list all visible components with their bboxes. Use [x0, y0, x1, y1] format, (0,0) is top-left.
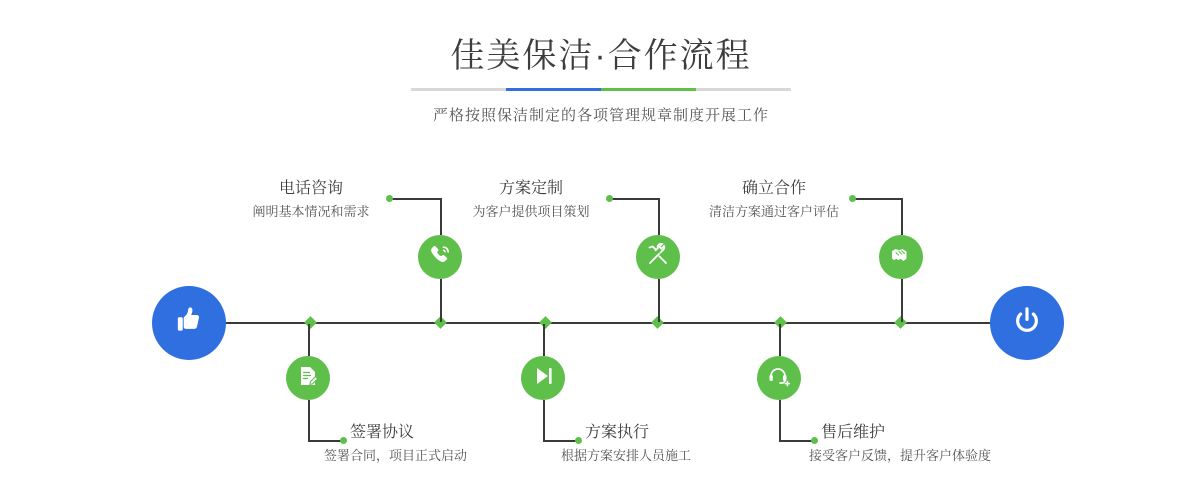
connector-h-5 — [855, 198, 903, 200]
phone-ring-icon — [428, 243, 452, 272]
step-title-1: 电话咨询 — [278, 180, 343, 197]
connector-h-4 — [543, 440, 579, 442]
page-subtitle: 严格按照保洁制定的各项管理规章制度开展工作 — [432, 107, 769, 124]
step-desc-1: 阐明基本情况和需求 — [252, 204, 370, 219]
step-icon-3 — [636, 235, 680, 279]
step-icon-1 — [418, 235, 462, 279]
step-label-2 — [324, 422, 468, 466]
connector-v-4 — [543, 400, 545, 440]
axis-marker-1 — [304, 316, 317, 329]
step-title-5: 确立合作 — [741, 180, 806, 197]
step-desc-4: 根据方案安排人员施工 — [561, 448, 692, 463]
connector-v-6 — [779, 400, 781, 440]
connector-v-5-top — [901, 198, 903, 235]
connector-v-2 — [308, 400, 310, 440]
flow-end-node — [990, 286, 1064, 360]
step-label-4 — [561, 422, 692, 466]
connector-v-6-top — [779, 324, 781, 356]
step-label-1 — [236, 178, 386, 222]
connector-h-3 — [612, 198, 660, 200]
page-title: 佳美保洁·合作流程 — [450, 37, 752, 75]
step-desc-2: 签署合同，项目正式启动 — [324, 448, 468, 463]
connector-dot-2 — [340, 437, 347, 444]
page-header — [0, 0, 1202, 125]
divider-segment-blue — [506, 88, 601, 91]
step-desc-3: 为客户提供项目策划 — [472, 204, 590, 219]
connector-v-1-top — [440, 198, 442, 235]
connector-dot-1 — [386, 195, 393, 202]
connector-v-4-top — [543, 324, 545, 356]
step-title-6: 售后维护 — [821, 424, 886, 441]
flow-start-node — [152, 286, 226, 360]
connector-h-2 — [308, 440, 344, 442]
play-step-icon — [531, 364, 555, 393]
step-icon-4 — [521, 356, 565, 400]
step-icon-6 — [757, 356, 801, 400]
step-label-6 — [809, 422, 992, 466]
step-desc-6: 接受客户反馈，提升客户体验度 — [809, 448, 992, 463]
step-title-4: 方案执行 — [585, 424, 650, 441]
connector-dot-5 — [849, 195, 856, 202]
divider-segment-green — [601, 88, 696, 91]
connector-dot-6 — [811, 437, 818, 444]
step-icon-5 — [879, 235, 923, 279]
process-flow-diagram — [0, 150, 1202, 502]
divider-segment-gray — [411, 88, 506, 91]
connector-v-3-top — [658, 198, 660, 235]
title-divider — [411, 88, 791, 91]
connector-dot-4 — [575, 437, 582, 444]
connector-h-6 — [779, 440, 815, 442]
connector-dot-3 — [606, 195, 613, 202]
connector-v-1 — [440, 279, 442, 322]
step-desc-5: 清洁方案通过客户评估 — [708, 204, 839, 219]
tools-icon — [646, 243, 670, 272]
power-icon — [1010, 304, 1044, 343]
handshake-icon — [889, 243, 913, 272]
axis-marker-3 — [539, 316, 552, 329]
connector-v-2-top — [308, 324, 310, 356]
thumbs-up-icon — [172, 304, 206, 343]
document-edit-icon — [296, 364, 320, 393]
step-title-3: 方案定制 — [498, 180, 563, 197]
connector-v-5 — [901, 279, 903, 322]
divider-segment-gray-right — [696, 88, 791, 91]
step-label-5 — [699, 178, 849, 222]
step-title-2: 签署协议 — [350, 424, 415, 441]
headset-add-icon — [767, 364, 791, 393]
connector-v-3 — [658, 279, 660, 322]
connector-h-1 — [392, 198, 442, 200]
step-label-3 — [456, 178, 606, 222]
step-icon-2 — [286, 356, 330, 400]
